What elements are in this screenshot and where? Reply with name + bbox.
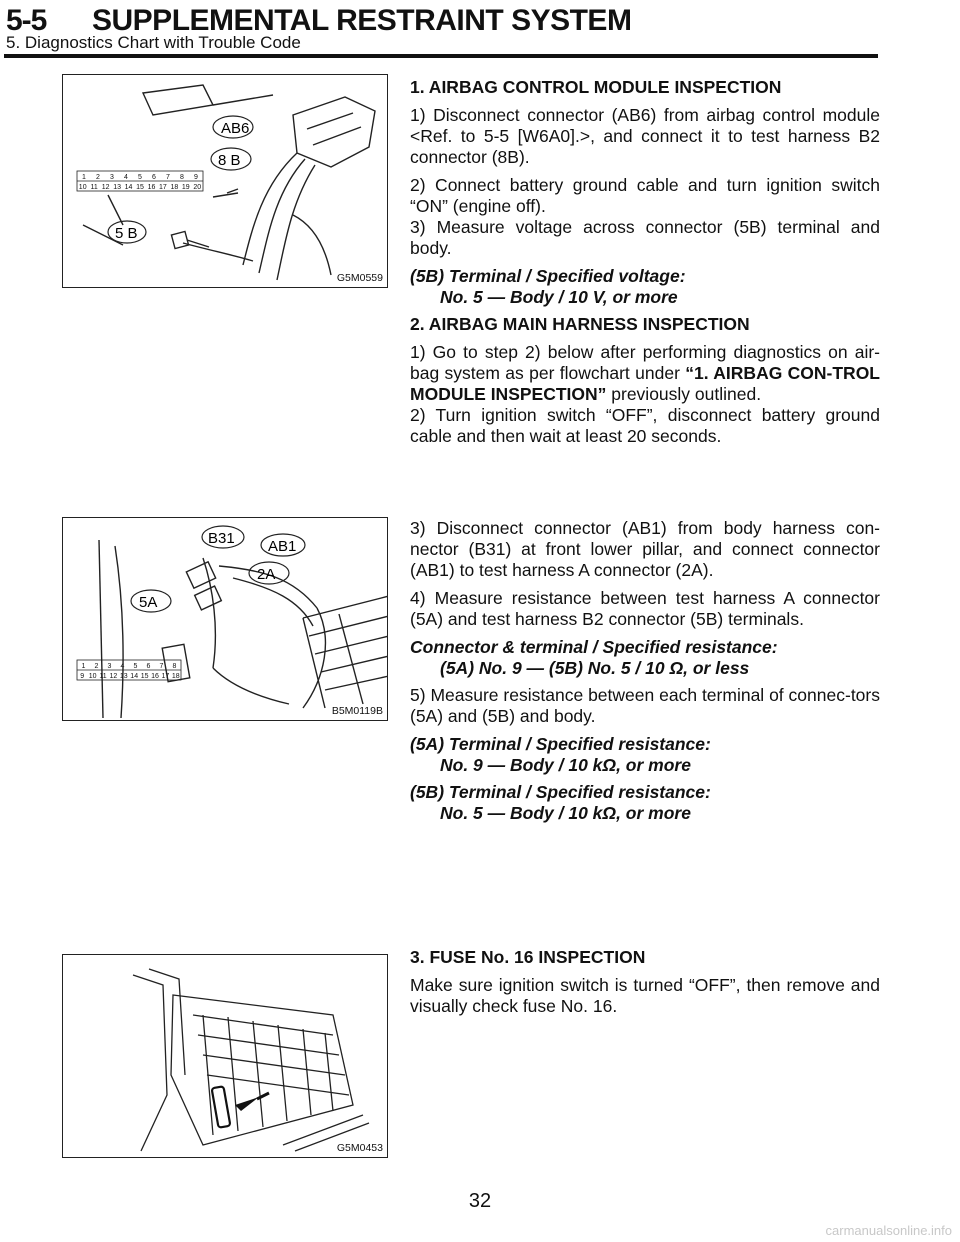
- pin-number: 4: [120, 663, 125, 670]
- watermark-text: carmanualsonline.info: [825, 1223, 952, 1238]
- spec-value: No. 9 — Body / 10 kΩ, or more: [440, 755, 691, 775]
- connector-label-2a: 2A: [257, 566, 276, 583]
- pin-number: 17: [159, 184, 167, 191]
- section-2-step-3: 3) Disconnect connector (AB1) from body harness con-nector (B31) at front lower pillar, and connect connector (AB1) to test harness A connector (2A).: [410, 518, 880, 580]
- fuse-16-highlight: [212, 1086, 231, 1127]
- pin-number: 2: [94, 663, 99, 670]
- pin-number: 3: [107, 663, 112, 670]
- pin-number: 17: [161, 673, 170, 680]
- figure-3-illustration: [63, 955, 388, 1158]
- pin-number: 14: [124, 184, 133, 191]
- connector-label-b31: B31: [208, 530, 235, 547]
- section-number: 5-5: [6, 4, 47, 37]
- spec-line: Connector & terminal / Specified resistance:: [410, 637, 778, 657]
- section-2-step-2: 2) Turn ignition switch “OFF”, disconnect battery ground cable and then wait at least 20 seconds.: [410, 405, 880, 446]
- pin-number: 12: [101, 184, 110, 191]
- pin-number: 6: [152, 174, 156, 181]
- spec-value: (5A) No. 9 — (5B) No. 5 / 10 Ω, or less: [440, 658, 750, 678]
- pin-number: 2: [96, 174, 100, 181]
- pin-number: 3: [110, 174, 114, 181]
- section-2-spec-1: [410, 637, 880, 679]
- figure-code: G5M0559: [336, 272, 383, 284]
- pin-number: 7: [166, 174, 170, 181]
- pin-number: 11: [99, 673, 107, 680]
- section-2-step-1: 1) Go to step 2) below after performing diagnostics on air-bag system as per flowchart under “1. AIRBAG CON-TROL MODULE INSPECTION” previously outlined.: [410, 342, 881, 404]
- page-title: SUPPLEMENTAL RESTRAINT SYSTEM: [92, 4, 632, 37]
- pin-number: 8: [180, 174, 184, 181]
- figure-main-harness-connectors: [62, 517, 388, 721]
- section-3-body: Make sure ignition switch is turned “OFF”, then remove and visually check fuse No. 16.: [410, 975, 880, 1016]
- pin-number: 1: [82, 174, 86, 181]
- spec-line: (5B) Terminal / Specified resistance:: [410, 782, 711, 802]
- pin-number: 14: [130, 673, 139, 680]
- connector-label-8b: 8 B: [218, 152, 241, 169]
- page-subtitle: 5. Diagnostics Chart with Trouble Code: [6, 33, 301, 52]
- section-2-step-4: 4) Measure resistance between test harness A connector (5A) and test harness B2 connector (5B) terminals.: [410, 588, 880, 629]
- pin-number: 9: [194, 174, 198, 181]
- pin-map-grid: [77, 171, 203, 191]
- page-number: 32: [468, 1190, 492, 1212]
- pin-number: 6: [146, 663, 151, 670]
- flowchart-reference: “1. AIRBAG CON-TROL MODULE INSPECTION”: [410, 363, 881, 404]
- figure-code: B5M0119B: [331, 705, 383, 717]
- pin-number: 10: [88, 673, 97, 680]
- pin-number: 18: [170, 184, 179, 191]
- header-rule: [4, 54, 878, 58]
- pin-number: 18: [171, 673, 180, 680]
- connector-label-5a: 5A: [139, 594, 158, 611]
- pointer-arrow-icon: [235, 1093, 269, 1111]
- pin-number: 13: [113, 184, 121, 191]
- pin-number: 19: [181, 184, 190, 191]
- pin-number: 10: [78, 184, 87, 191]
- pin-number: 5: [138, 174, 142, 181]
- pin-number: 4: [124, 174, 128, 181]
- connector-label-ab1: AB1: [268, 538, 297, 555]
- spec-value: No. 5 — Body / 10 V, or more: [440, 287, 678, 307]
- section-2-step-5: 5) Measure resistance between each terminal of connec-tors (5A) and (5B) and body.: [410, 685, 880, 726]
- figure-fuse-box: [62, 954, 388, 1158]
- section-1-heading: 1. AIRBAG CONTROL MODULE INSPECTION: [410, 77, 782, 97]
- figure-2-illustration: [63, 518, 388, 721]
- pin-number: 1: [81, 663, 86, 670]
- section-1-text: [410, 77, 880, 454]
- section-1-step-3: 3) Measure voltage across connector (5B) terminal and body.: [410, 217, 880, 258]
- pin-number: 12: [109, 673, 118, 680]
- section-2-text-continued: [410, 518, 880, 830]
- section-1-step-2: 2) Connect battery ground cable and turn ignition switch “ON” (engine off).: [410, 175, 880, 216]
- pin-number: 13: [119, 673, 128, 680]
- section-1-spec: [410, 266, 880, 308]
- pin-number: 8: [172, 663, 177, 670]
- pin-number: 20: [193, 184, 202, 191]
- pin-number: 5: [133, 663, 138, 670]
- section-2-heading: 2. AIRBAG MAIN HARNESS INSPECTION: [410, 314, 750, 334]
- figure-1-illustration: [63, 75, 388, 288]
- pin-number: 15: [140, 673, 149, 680]
- section-2-spec-2: [410, 734, 880, 776]
- section-1-step-1: 1) Disconnect connector (AB6) from airbag control module <Ref. to 5-5 [W6A0].>, and connect it to test harness B2 connector (8B).: [410, 105, 880, 167]
- section-3-heading: 3. FUSE No. 16 INSPECTION: [410, 947, 646, 967]
- pin-number: 7: [159, 663, 164, 670]
- figure-airbag-module-connectors: [62, 74, 388, 288]
- connector-label-ab6: AB6: [221, 120, 250, 137]
- pin-number: 9: [80, 673, 85, 680]
- pin-number: 11: [90, 184, 98, 191]
- pin-number: 16: [147, 184, 156, 191]
- section-2-spec-3: [410, 782, 880, 824]
- spec-line: (5B) Terminal / Specified voltage:: [410, 266, 686, 286]
- spec-line: (5A) Terminal / Specified resistance:: [410, 734, 711, 754]
- section-3-text: [410, 947, 880, 1024]
- figure-code: G5M0453: [336, 1142, 383, 1154]
- spec-value: No. 5 — Body / 10 kΩ, or more: [440, 803, 691, 823]
- pin-number: 16: [151, 673, 159, 680]
- connector-label-5b: 5 B: [115, 225, 138, 242]
- pin-number: 15: [136, 184, 144, 191]
